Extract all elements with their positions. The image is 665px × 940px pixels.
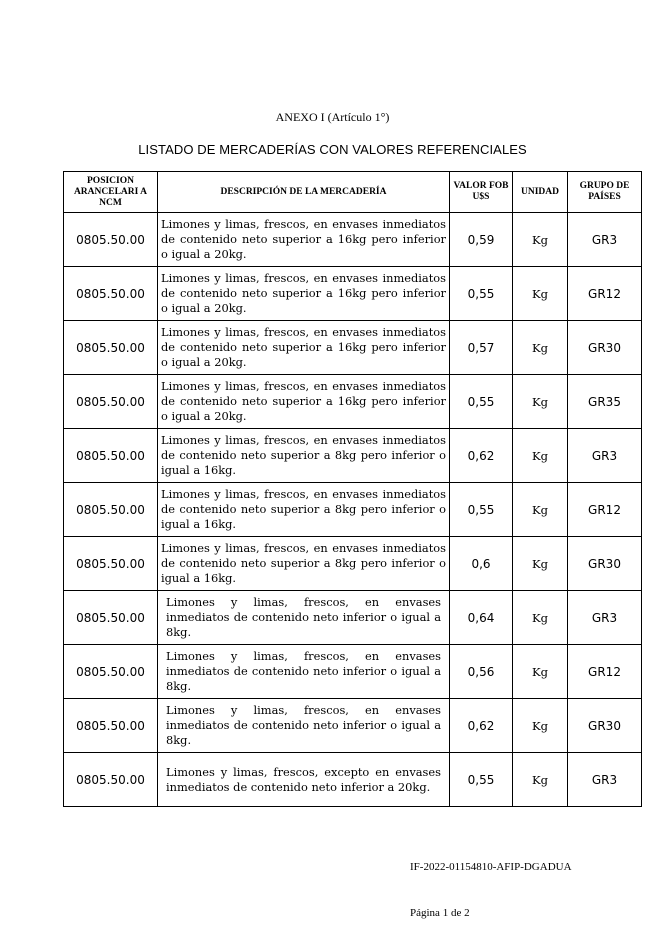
table-header-row [64,172,642,213]
cell-position: 0805.50.00 [64,321,158,375]
header-position: POSICION ARANCELARI A NCM [64,172,158,213]
table-row [64,267,642,321]
cell-position: 0805.50.00 [64,699,158,753]
cell-country-group: GR30 [568,321,642,375]
table-row [64,429,642,483]
cell-country-group: GR12 [568,483,642,537]
header-description: DESCRIPCIÓN DE LA MERCADERÍA [158,172,450,213]
table-row [64,753,642,807]
cell-fob-value: 0,64 [450,591,513,645]
cell-fob-value: 0,55 [450,483,513,537]
cell-country-group: GR12 [568,645,642,699]
cell-position: 0805.50.00 [64,375,158,429]
cell-country-group: GR12 [568,267,642,321]
cell-position: 0805.50.00 [64,429,158,483]
cell-position: 0805.50.00 [64,537,158,591]
cell-position: 0805.50.00 [64,267,158,321]
cell-description: Limones y limas, frescos, en envases inmediatos de contenido neto inferior o igual a 8kg. [158,591,450,645]
list-title: LISTADO DE MERCADERÍAS CON VALORES REFERENCIALES [138,142,527,157]
table-row [64,645,642,699]
cell-country-group: GR3 [568,591,642,645]
cell-country-group: GR30 [568,537,642,591]
cell-unit: Kg [513,537,568,591]
cell-fob-value: 0,56 [450,645,513,699]
cell-position: 0805.50.00 [64,591,158,645]
cell-position: 0805.50.00 [64,753,158,807]
cell-unit: Kg [513,699,568,753]
cell-fob-value: 0,57 [450,321,513,375]
cell-unit: Kg [513,213,568,267]
cell-fob-value: 0,62 [450,429,513,483]
table-row [64,375,642,429]
cell-country-group: GR3 [568,429,642,483]
cell-fob-value: 0,55 [450,753,513,807]
document-id: IF-2022-01154810-AFIP-DGADUA [410,861,572,873]
header-fob-value: VALOR FOB U$S [450,172,513,213]
cell-description: Limones y limas, frescos, en envases inmediatos de contenido neto superior a 16kg pero inferior o igual a 20kg. [158,375,450,429]
table-row [64,321,642,375]
cell-description: Limones y limas, frescos, en envases inmediatos de contenido neto inferior o igual a 8kg. [158,645,450,699]
cell-unit: Kg [513,591,568,645]
cell-description: Limones y limas, frescos, en envases inmediatos de contenido neto superior a 16kg pero inferior o igual a 20kg. [158,321,450,375]
header-unit: UNIDAD [513,172,568,213]
cell-description: Limones y limas, frescos, en envases inmediatos de contenido neto superior a 8kg pero inferior o igual a 16kg. [158,483,450,537]
cell-unit: Kg [513,753,568,807]
cell-description: Limones y limas, frescos, en envases inmediatos de contenido neto superior a 16kg pero inferior o igual a 20kg. [158,267,450,321]
cell-country-group: GR30 [568,699,642,753]
cell-position: 0805.50.00 [64,645,158,699]
table-row [64,699,642,753]
cell-country-group: GR35 [568,375,642,429]
table-row [64,591,642,645]
cell-unit: Kg [513,375,568,429]
cell-unit: Kg [513,645,568,699]
cell-description: Limones y limas, frescos, en envases inmediatos de contenido neto superior a 8kg pero inferior o igual a 16kg. [158,429,450,483]
cell-description: Limones y limas, frescos, en envases inmediatos de contenido neto superior a 8kg pero inferior o igual a 16kg. [158,537,450,591]
cell-fob-value: 0,62 [450,699,513,753]
cell-unit: Kg [513,429,568,483]
header-country-group: GRUPO DE PAÍSES [568,172,642,213]
cell-country-group: GR3 [568,753,642,807]
cell-fob-value: 0,59 [450,213,513,267]
cell-unit: Kg [513,321,568,375]
cell-fob-value: 0,55 [450,267,513,321]
cell-unit: Kg [513,267,568,321]
page-number: Página 1 de 2 [410,907,470,919]
cell-position: 0805.50.00 [64,483,158,537]
cell-unit: Kg [513,483,568,537]
table-row [64,483,642,537]
table-row [64,537,642,591]
cell-fob-value: 0,6 [450,537,513,591]
cell-description: Limones y limas, frescos, excepto en envases inmediatos de contenido neto inferior a 20kg. [158,753,450,807]
cell-position: 0805.50.00 [64,213,158,267]
annex-title: ANEXO I (Artículo 1°) [275,110,390,124]
goods-table [63,171,642,807]
table-row [64,213,642,267]
cell-description: Limones y limas, frescos, en envases inmediatos de contenido neto superior a 16kg pero inferior o igual a 20kg. [158,213,450,267]
cell-country-group: GR3 [568,213,642,267]
cell-description: Limones y limas, frescos, en envases inmediatos de contenido neto inferior o igual a 8kg. [158,699,450,753]
cell-fob-value: 0,55 [450,375,513,429]
